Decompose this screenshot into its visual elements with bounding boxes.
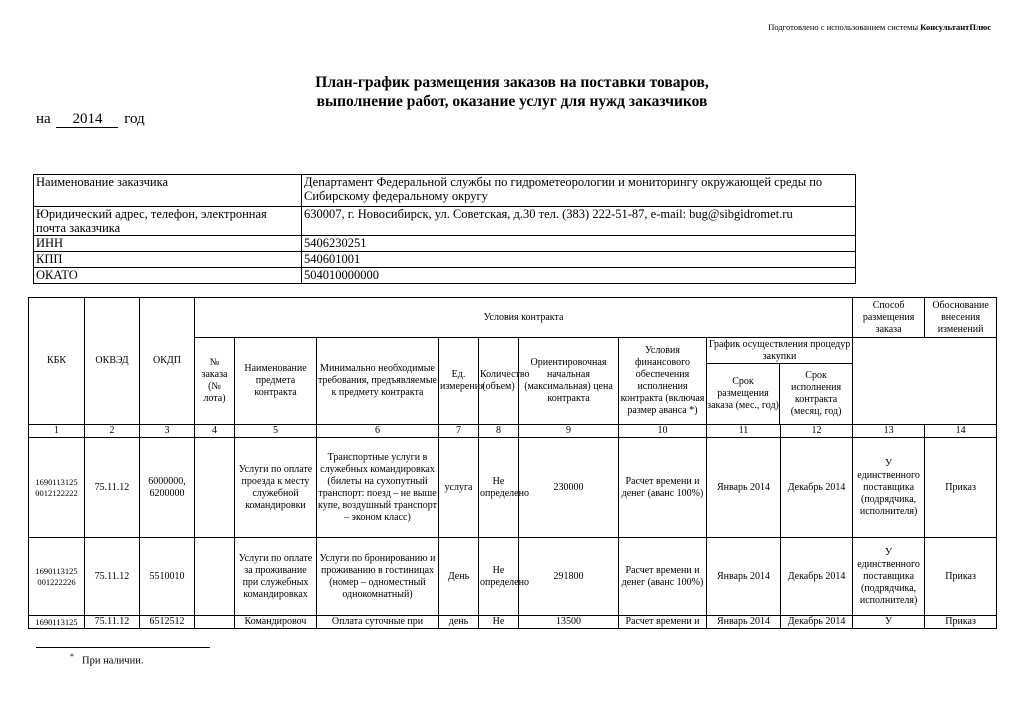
cell-okdp: 6512512 (140, 616, 195, 629)
info-value: 540601001 (302, 252, 856, 268)
cell-method: У единственного поставщика (подрядчика, исполнителя) (853, 438, 925, 538)
header-placement-method: Способ размещения заказа (853, 298, 925, 338)
header-unit: Ед. измерения (439, 338, 479, 425)
cell-price: 291800 (519, 538, 619, 616)
title-line-1: План-график размещения заказов на поставки товаров, (315, 74, 709, 91)
cell-placement-term: Январь 2014 (707, 438, 781, 538)
info-row-okato (34, 268, 856, 284)
cell-execution-term: Декабрь 2014 (781, 616, 853, 629)
info-value: 504010000000 (302, 268, 856, 284)
table-row (29, 616, 997, 629)
col-number: 3 (140, 425, 195, 438)
info-row-name (34, 175, 856, 207)
cell-reason: Приказ (925, 438, 997, 538)
header-execution-term: Срок исполнения контракта (месяц, год) (790, 370, 842, 417)
col-number: 6 (317, 425, 439, 438)
header-placement-term: Срок размещения заказа (мес., год) (707, 364, 780, 424)
cell-subject: Услуги по оплате за проживание при служебных командировках (235, 538, 317, 616)
cell-unit: день (439, 616, 479, 629)
col-number: 2 (85, 425, 140, 438)
cell-okved: 75.11.12 (85, 438, 140, 538)
header-price: Ориентировочная начальная (максимальная) цена контракта (519, 338, 619, 425)
cell-finance: Расчет времени и денег (аванс 100%) (619, 538, 707, 616)
col-number: 14 (925, 425, 997, 438)
cell-subject: Услуги по оплате проезда к месту служебной командировки (235, 438, 317, 538)
col-number: 12 (781, 425, 853, 438)
cell-quantity: Не (479, 616, 519, 629)
cell-finance: Расчет времени и денег (аванс 100%) (619, 438, 707, 538)
info-row-inn (34, 236, 856, 252)
header-lot-no: № заказа (№ лота) (195, 338, 235, 425)
header-okdp: ОКДП (140, 298, 195, 425)
col-number: 5 (235, 425, 317, 438)
cell-kbk: 1690113125 0012122222 (29, 438, 85, 538)
col-number: 8 (479, 425, 519, 438)
col-number: 10 (619, 425, 707, 438)
cell-quantity: Не определено (479, 438, 519, 538)
col-number: 7 (439, 425, 479, 438)
year-value: 2014 (56, 111, 118, 128)
cell-execution-term: Декабрь 2014 (781, 538, 853, 616)
info-label: Наименование заказчика (34, 175, 302, 207)
footnote-divider (36, 647, 210, 648)
cell-quantity: Не определено (479, 538, 519, 616)
customer-info-table (33, 174, 856, 284)
title-line-2: выполнение работ, оказание услуг для нужд заказчиков (316, 93, 708, 110)
cell-kbk: 1690113125 (29, 616, 85, 629)
procurement-plan-table (28, 297, 997, 629)
cell-subject: Командировоч (235, 616, 317, 629)
cell-price: 13500 (519, 616, 619, 629)
footnote-text: При наличии. (82, 655, 144, 667)
header-quantity: Количество (объем) (479, 338, 519, 425)
header-okved: ОКВЭД (85, 298, 140, 425)
plan-year-line (36, 111, 145, 128)
cell-kbk: 1690113125 001222226 (29, 538, 85, 616)
cell-reason: Приказ (925, 616, 997, 629)
col-number: 11 (707, 425, 781, 438)
cell-price: 230000 (519, 438, 619, 538)
prepared-text: Подготовлено с использованием системы (768, 22, 919, 32)
year-suffix: год (124, 111, 145, 127)
header-requirements: Минимально необходимые требования, предъявляемые к предмету контракта (317, 338, 439, 425)
info-value: 5406230251 (302, 236, 856, 252)
col-number: 1 (29, 425, 85, 438)
header-empty-cell (853, 338, 997, 425)
cell-method: У (853, 616, 925, 629)
footnote-mark: * (70, 652, 74, 661)
col-number: 13 (853, 425, 925, 438)
header-schedule: График осуществления процедур закупки (707, 338, 852, 364)
cell-execution-term: Декабрь 2014 (781, 438, 853, 538)
info-label: ИНН (34, 236, 302, 252)
cell-lot (195, 538, 235, 616)
cell-okdp: 5510010 (140, 538, 195, 616)
cell-lot (195, 616, 235, 629)
header-finance: Условия финансового обеспечения исполнения контракта (включая размер аванса *) (619, 338, 707, 425)
info-row-kpp (34, 252, 856, 268)
col-number: 9 (519, 425, 619, 438)
cell-reason: Приказ (925, 538, 997, 616)
cell-placement-term: Январь 2014 (707, 616, 781, 629)
info-value: Департамент Федеральной службы по гидрометеорологии и мониторингу окружающей среды по Сибирскому федеральному округу (302, 175, 856, 207)
cell-okved: 75.11.12 (85, 616, 140, 629)
cell-requirements: Оплата суточные при (317, 616, 439, 629)
prepared-by-note (768, 22, 991, 32)
info-value: 630007, г. Новосибирск, ул. Советская, д.30 тел. (383) 222-51-87, e-mail: bug@sibgidromet.ru (302, 207, 856, 236)
header-schedule-group (707, 338, 853, 425)
info-label: Юридический адрес, телефон, электронная почта заказчика (34, 207, 302, 236)
cell-lot (195, 438, 235, 538)
cell-finance: Расчет времени и (619, 616, 707, 629)
header-contract-conditions: Условия контракта (195, 298, 853, 338)
cell-method: У единственного поставщика (подрядчика, исполнителя) (853, 538, 925, 616)
prepared-brand: КонсультантПлюс (920, 22, 991, 32)
header-change-reason: Обоснование внесения изменений (925, 298, 997, 338)
header-kbk: КБК (29, 298, 85, 425)
table-row (29, 538, 997, 616)
footnote (70, 652, 143, 667)
cell-okved: 75.11.12 (85, 538, 140, 616)
header-row-1 (29, 298, 997, 338)
year-prefix: на (36, 111, 51, 127)
cell-unit: День (439, 538, 479, 616)
cell-unit: услуга (439, 438, 479, 538)
info-row-address (34, 207, 856, 236)
table-row (29, 438, 997, 538)
cell-requirements: Транспортные услуги в служебных командировках (билеты на сухопутный транспорт: поезд – не выше купе, воздушный транспорт – эконом класс) (317, 438, 439, 538)
header-subject: Наименование предмета контракта (235, 338, 317, 425)
col-number: 4 (195, 425, 235, 438)
cell-requirements: Услуги по бронированию и проживанию в гостиницах (номер – одноместный однокомнатный) (317, 538, 439, 616)
document-title (0, 73, 1024, 111)
column-number-row (29, 425, 997, 438)
cell-placement-term: Январь 2014 (707, 538, 781, 616)
cell-okdp: 6000000, 6200000 (140, 438, 195, 538)
info-label: КПП (34, 252, 302, 268)
info-label: ОКАТО (34, 268, 302, 284)
